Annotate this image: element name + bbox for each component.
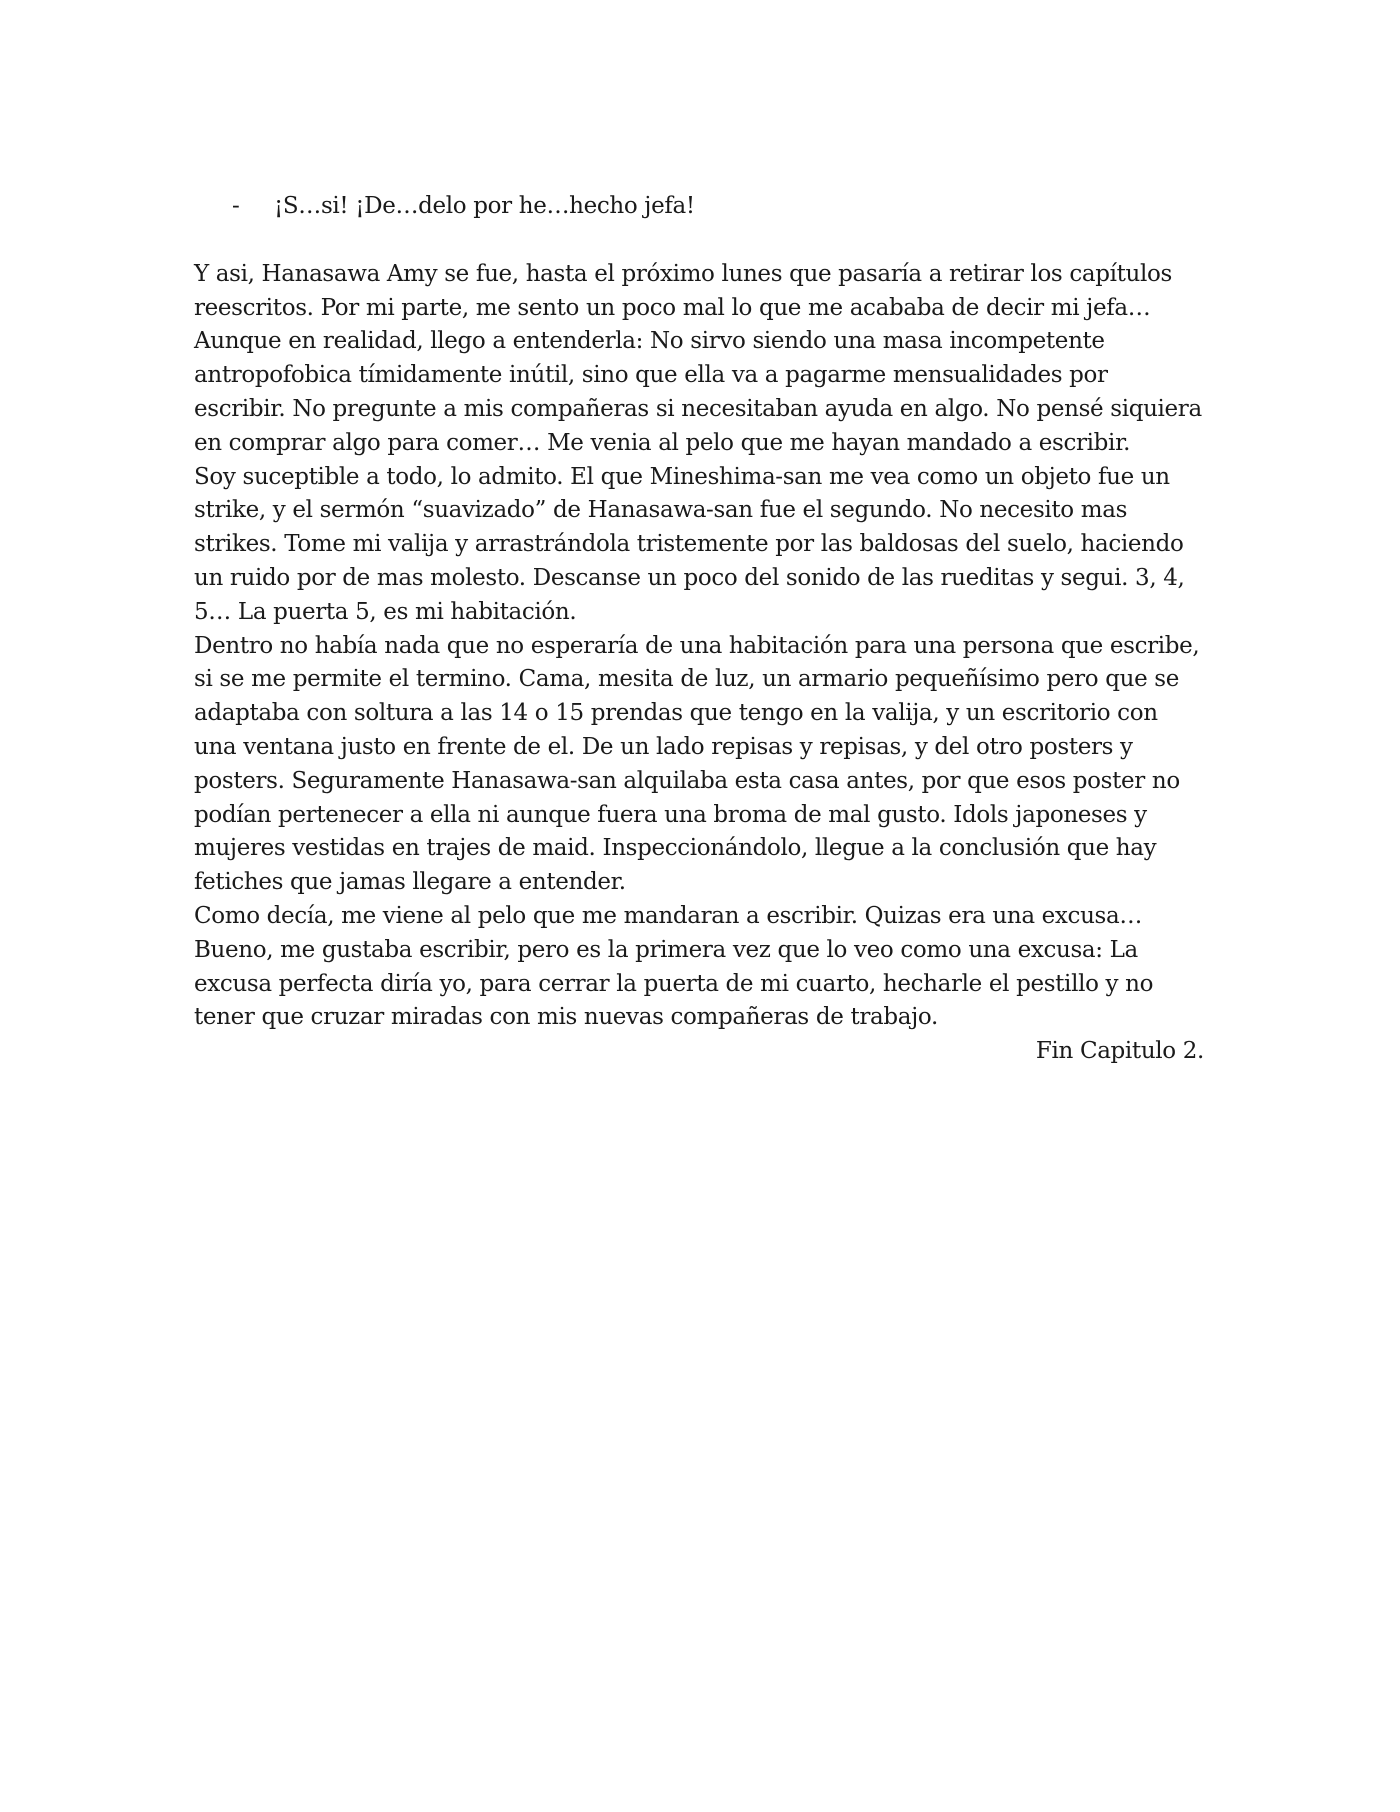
dialogue-dash: -	[232, 193, 240, 219]
dialogue-line	[194, 190, 1204, 224]
document-body	[194, 190, 1204, 1069]
paragraph-1: Y asi, Hanasawa Amy se fue, hasta el próximo lunes que pasaría a retirar los capítulos reescritos. Por mi parte, me sento un poco mal lo que me acababa de decir mi jefa… Aunque en realidad, llego a entenderla: No sirvo siendo una masa incompetente antropofobica tímidamente inútil, sino que ella va a pagarme mensualidades por escribir. No pregunte a mis compañeras si necesitaban ayuda en algo. No pensé siquiera en comprar algo para comer… Me venia al pelo que me hayan mandado a escribir.	[194, 260, 1202, 456]
paragraph-2: Soy suceptible a todo, lo admito. El que Mineshima-san me vea como un objeto fue un strike, y el sermón “suavizado” de Hanasawa-san fue el segundo. No necesito mas strikes. Tome mi valija y arrastrándola tristemente por las baldosas del suelo, haciendo un ruido por de mas molesto. Descanse un poco del sonido de las rueditas y segui. 3, 4, 5… La puerta 5, es mi habitación.	[194, 463, 1185, 625]
paragraph-4: Como decía, me viene al pelo que me mandaran a escribir. Quizas era una excusa… Bueno, me gustaba escribir, pero es la primera vez que lo veo como una excusa: La excusa perfecta diría yo, para cerrar la puerta de mi cuarto, hecharle el pestillo y no tener que cruzar miradas con mis nuevas compañeras de trabajo.	[194, 902, 1154, 1031]
dialogue-text: ¡S…si! ¡De…delo por he…hecho jefa!	[274, 193, 695, 219]
paragraph-3: Dentro no había nada que no esperaría de una habitación para una persona que escribe, si se me permite el termino. Cama, mesita de luz, un armario pequeñísimo pero que se adaptaba con soltura a las 14 o 15 prendas que tengo en la valija, y un escritorio con una ventana justo en frente de el. De un lado repisas y repisas, y del otro posters y posters. Seguramente Hanasawa-san alquilaba esta casa antes, por que esos poster no podían pertenecer a ella ni aunque fuera una broma de mal gusto. Idols japoneses y mujeres vestidas en trajes de maid. Inspeccionándolo, llegue a la conclusión que hay fetiches que jamas llegare a entender.	[194, 632, 1200, 896]
chapter-end-text: Fin Capitulo 2.	[1035, 1038, 1204, 1065]
